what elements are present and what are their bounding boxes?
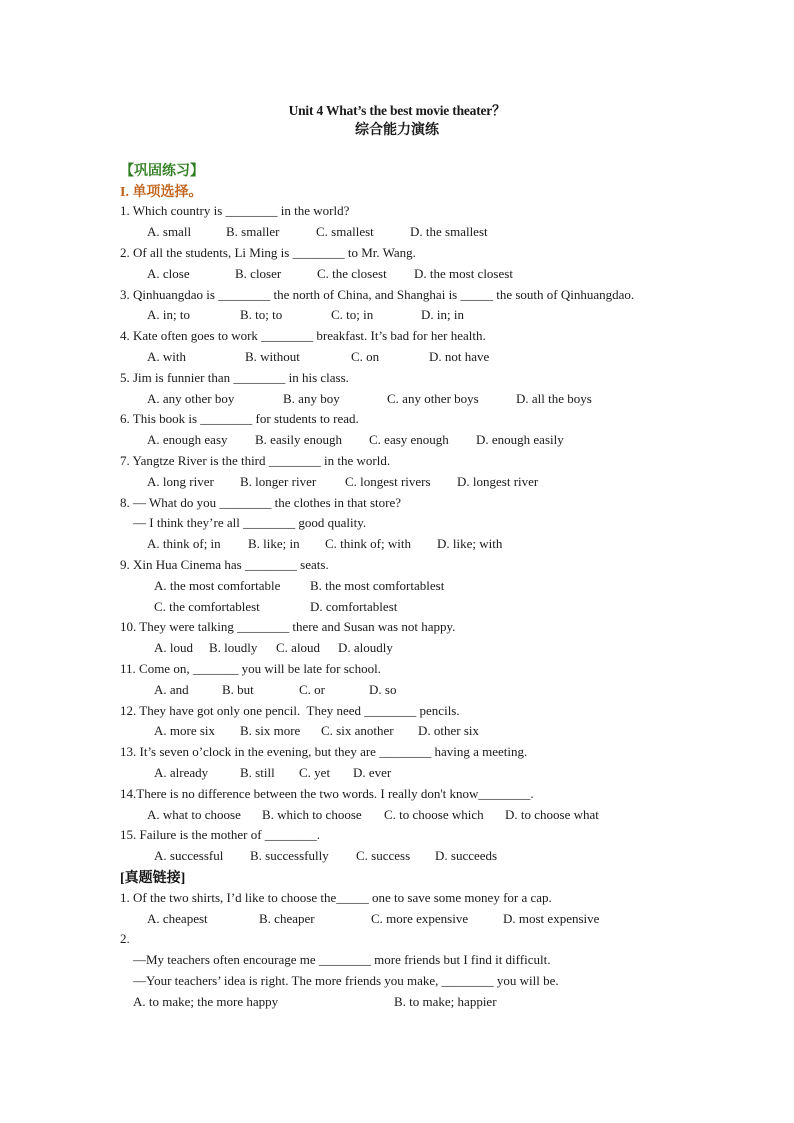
option: D. ever — [353, 765, 392, 780]
option: A. with — [147, 349, 186, 364]
option: C. on — [351, 349, 380, 364]
dialog-line: —My teachers often encourage me ________ more friends but I find it difficult. — [133, 952, 551, 967]
option: A. any other boy — [147, 391, 235, 406]
option: B. closer — [235, 266, 282, 281]
option: D. in; in — [421, 307, 464, 322]
question-stem: 14.There is no difference between the two words. I really don't know________. — [120, 786, 534, 801]
section-heading: 【巩固练习】 — [120, 164, 204, 179]
option: C. longest rivers — [345, 474, 431, 489]
dialog-line: —Your teachers’ idea is right. The more friends you make, ________ you will be. — [133, 973, 559, 988]
question-stem: 9. Xin Hua Cinema has ________ seats. — [120, 557, 329, 572]
question-stem: 11. Come on, _______ you will be late for school. — [120, 661, 381, 676]
option: D. so — [369, 682, 397, 697]
option: B. longer river — [240, 474, 317, 489]
option: D. comfortablest — [310, 599, 398, 614]
option: A. in; to — [147, 307, 190, 322]
question-stem: 2. Of all the students, Li Ming is ________ to Mr. Wang. — [120, 245, 416, 260]
option: A. to make; the more happy — [133, 994, 279, 1009]
option: D. to choose what — [505, 807, 599, 822]
question-stem: 15. Failure is the mother of ________. — [120, 827, 321, 842]
option: C. to choose which — [384, 807, 484, 822]
option: B. like; in — [248, 536, 300, 551]
option: B. the most comfortablest — [310, 578, 445, 593]
option: B. loudly — [209, 640, 258, 655]
option: D. like; with — [437, 536, 503, 551]
option: B. without — [245, 349, 300, 364]
option: C. six another — [321, 723, 394, 738]
option: A. think of; in — [147, 536, 221, 551]
option: D. the smallest — [410, 224, 488, 239]
option: A. enough easy — [147, 432, 228, 447]
option: C. smallest — [316, 224, 374, 239]
option: A. small — [147, 224, 192, 239]
option: D. not have — [429, 349, 490, 364]
option: C. yet — [299, 765, 331, 780]
option: B. cheaper — [259, 911, 315, 926]
option: B. still — [240, 765, 275, 780]
option: C. aloud — [276, 640, 321, 655]
option: A. and — [154, 682, 189, 697]
question-stem-continued: — I think they’re all ________ good quality. — [133, 515, 367, 530]
question-stem: 13. It’s seven o’clock in the evening, but they are ________ having a meeting. — [120, 744, 528, 759]
option: B. successfully — [250, 848, 329, 863]
option: D. aloudly — [338, 640, 393, 655]
question-stem: 3. Qinhuangdao is ________ the north of China, and Shanghai is _____ the south of Qinhuangdao. — [120, 287, 635, 302]
option: B. which to choose — [262, 807, 362, 822]
question-stem: 2. — [120, 931, 130, 946]
question-stem: 1. Which country is ________ in the world? — [120, 203, 350, 218]
option: B. to make; happier — [394, 994, 497, 1009]
option: D. longest river — [457, 474, 539, 489]
option: D. other six — [418, 723, 480, 738]
question-stem: 1. Of the two shirts, I’d like to choose the_____ one to save some money for a cap. — [120, 890, 552, 905]
question-stem: 4. Kate often goes to work ________ breakfast. It’s bad for her health. — [120, 328, 486, 343]
option: A. already — [154, 765, 209, 780]
option: C. or — [299, 682, 325, 697]
real-exam-heading: [真题链接] — [120, 871, 186, 886]
page-title: Unit 4 What’s the best movie theater？ — [288, 103, 506, 118]
option: B. to; to — [240, 307, 283, 322]
option: B. easily enough — [255, 432, 343, 447]
option: A. cheapest — [147, 911, 208, 926]
option: C. to; in — [331, 307, 374, 322]
option: A. close — [147, 266, 190, 281]
option: B. six more — [240, 723, 301, 738]
option: A. loud — [154, 640, 193, 655]
question-stem: 8. — What do you ________ the clothes in that store? — [120, 495, 402, 510]
option: B. smaller — [226, 224, 280, 239]
option: A. what to choose — [147, 807, 241, 822]
option: A. long river — [147, 474, 214, 489]
option: D. most expensive — [503, 911, 600, 926]
option: D. succeeds — [435, 848, 498, 863]
option: D. the most closest — [414, 266, 513, 281]
option: D. all the boys — [516, 391, 592, 406]
question-stem: 6. This book is ________ for students to read. — [120, 411, 359, 426]
question-stem: 12. They have got only one pencil. They need ________ pencils. — [120, 703, 460, 718]
question-stem: 5. Jim is funnier than ________ in his class. — [120, 370, 349, 385]
question-stem: 7. Yangtze River is the third ________ in the world. — [120, 453, 391, 468]
option: B. any boy — [283, 391, 340, 406]
option: C. think of; with — [325, 536, 411, 551]
option: C. the comfortablest — [154, 599, 260, 614]
part-heading: I. 单项选择。 — [120, 185, 203, 200]
option: A. more six — [154, 723, 216, 738]
option: A. successful — [154, 848, 224, 863]
page-subtitle: 综合能力演练 — [355, 123, 439, 138]
option: D. enough easily — [476, 432, 564, 447]
question-stem: 10. They were talking ________ there and Susan was not happy. — [120, 619, 456, 634]
option: C. the closest — [317, 266, 387, 281]
option: C. success — [356, 848, 411, 863]
option: C. easy enough — [369, 432, 449, 447]
option: C. more expensive — [371, 911, 469, 926]
option: C. any other boys — [387, 391, 479, 406]
option: B. but — [222, 682, 254, 697]
option: A. the most comfortable — [154, 578, 281, 593]
